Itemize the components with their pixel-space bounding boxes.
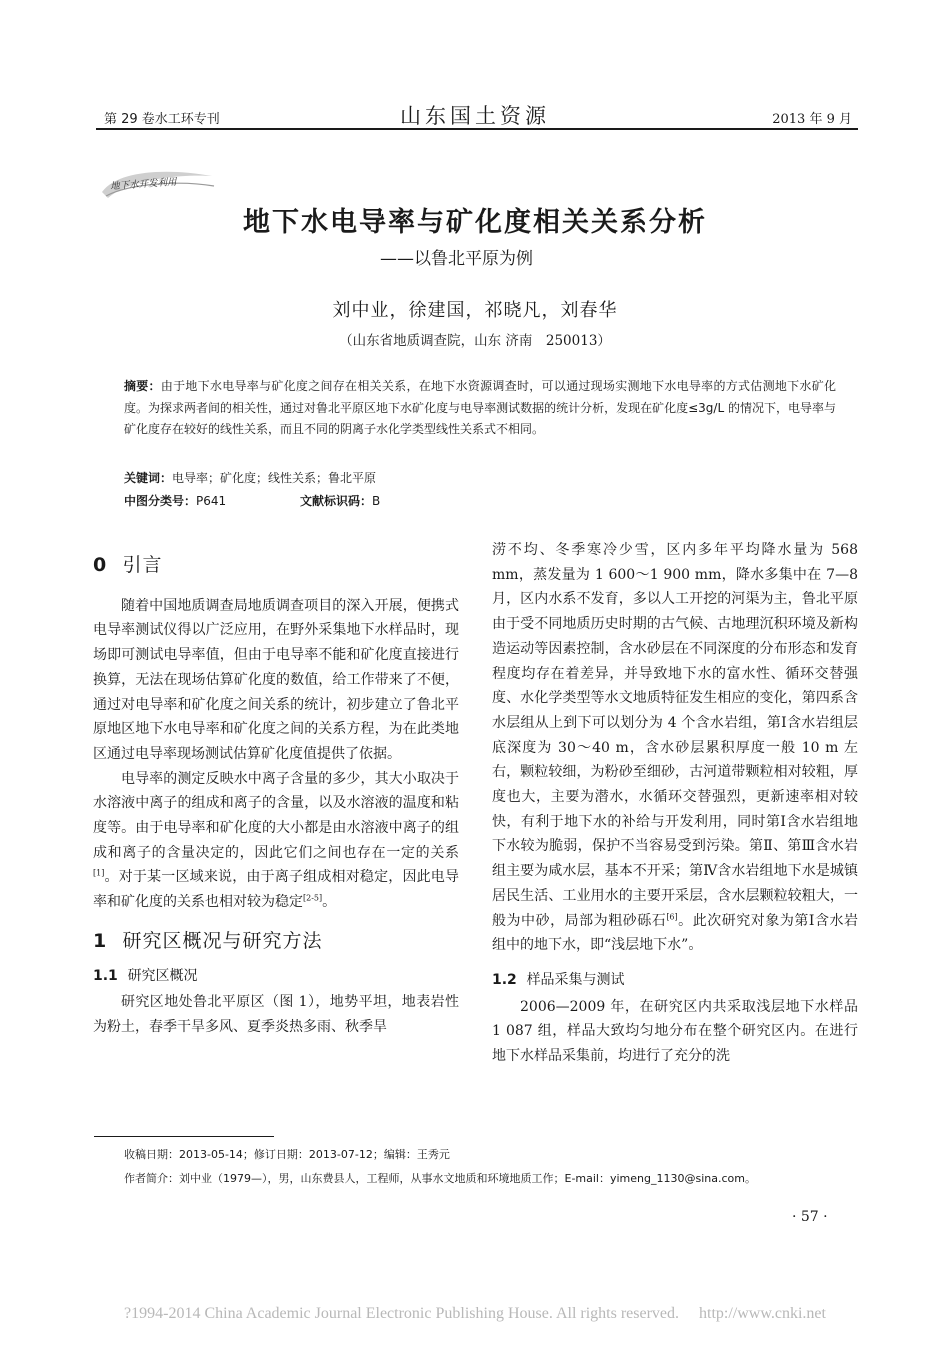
header-rule xyxy=(96,128,858,130)
intro-paragraph-1: 随着中国地质调查局地质调查项目的深入开展，便携式电导率测试仪得以广泛应用，在野外采集地下水样品时，现场即可测试电导率值，但由于电导率不能和矿化度直接进行换算，无法在现场估算矿化度的数值，给工作带来了不便，通过对电导率和矿化度之间关系的统计，初步建立了鲁北平原地区地下水电导率和矿化度之间的关系方程，为在此类地区通过电导率现场测试估算矿化度值提供了依据。 xyxy=(93,597,459,762)
section-1-1-title: 研究区概况 xyxy=(127,967,198,984)
clc-value: P641 xyxy=(196,494,227,508)
study-area-continued xyxy=(492,538,858,958)
citation-1: [1] xyxy=(93,868,105,878)
abstract-text: 由于地下水电导率与矿化度之间存在相关关系，在地下水资源调查时，可以通过现场实测地下水电导率的方式估测地下水矿化度。为探求两者间的相关性，通过对鲁北平原区地下水矿化度与电导率测试数据的统计分析，发现在矿化度≤3g/L 的情况下，电导率与矿化度存在较好的线性关系，而且不同的阴离子水化学类型线性关系式不相同。 xyxy=(124,379,836,436)
column-badge xyxy=(98,166,216,202)
affiliation: （山东省地质调查院，山东 济南 250013） xyxy=(339,333,611,349)
left-column xyxy=(93,553,459,1040)
section-1-2-heading xyxy=(492,968,858,993)
intro-paragraph-2 xyxy=(93,767,459,915)
study-area-p-a: 涝不均、冬季寒冷少雪，区内多年平均降水量为 568 mm，蒸发量为 1 600～1 900 mm，降水多集中在 7—8 月，区内水系不发育，多以人工开挖的河渠为主，鲁北平原由于受不同地质历史时期的古气候、古地理沉积环境及新构造运动等因素控制，含水砂层在不同深度的分布形态和发育程度均存在着差异，并导致地下水的富水性、循环交替强度、水化学类型等水文地质特征发生相应的变化，第四系含水层组从上到下可以划分为 4 个含水岩组，第Ⅰ含水岩组层底深度为 30～40 m，含水砂层累积厚度一般 10 m 左右，颗粒较细，为粉砂至细砂，古河道带颗粒相对较粗，厚度也大，主要为潜水，水循环交替强烈，更新速率相对较快，有利于地下水的补给与开发利用，同时第Ⅰ含水岩组地下水较为脆弱，保护不当容易受到污染。第Ⅱ、第Ⅲ含水岩组主要为咸水层，基本不开采；第Ⅳ含水岩组地下水是城镇居民生活、工业用水的主要开采层，含水层颗粒较粗大，一般为中砂，局部为粗砂砾石 xyxy=(492,542,858,929)
copyright-watermark: ?1994-2014 China Academic Journal Electronic Publishing House. All rights reserved. http://www.cnki.net xyxy=(124,1305,826,1322)
intro-p2-part-c: 。 xyxy=(322,894,337,911)
paper-subtitle: ——以鲁北平原为例 xyxy=(380,249,533,269)
study-area-p-b: 。此次研究对象为第Ⅰ含水岩组中的地下水，即“浅层地下水”。 xyxy=(492,912,859,954)
intro-p2-part-b: 。对于某一区域来说，由于离子组成相对稳定，因此电导率和矿化度的关系也相对较为稳定 xyxy=(93,869,459,911)
section-1-1-number: 1.1 xyxy=(93,967,118,984)
keywords xyxy=(124,469,376,486)
footnote-received: 收稿日期：2013-05-14；修订日期：2013-07-12；编辑：王秀元 xyxy=(124,1148,450,1161)
document-code xyxy=(300,492,380,509)
section-0-number: 0 xyxy=(93,554,108,576)
section-0-title: 引言 xyxy=(122,554,163,576)
doc-code-value: B xyxy=(372,494,381,508)
sampling-paragraph: 2006—2009 年，在研究区内共采取浅层地下水样品 1 087 组，样品大致均匀地分布在整个研究区内。在进行地下水样品采集前，均进行了充分的洗 xyxy=(492,998,858,1065)
paper-title: 地下水电导率与矿化度相关关系分析 xyxy=(243,207,707,238)
abstract xyxy=(124,376,836,441)
issue-date: 2013 年 9 月 xyxy=(772,112,852,127)
section-1-title: 研究区概况与研究方法 xyxy=(122,929,323,952)
keywords-text: 电导率；矿化度；线性关系；鲁北平原 xyxy=(172,471,377,485)
footnote-author-bio: 作者简介：刘中业（1979—），男，山东费县人，工程师，从事水文地质和环境地质工作；E-mail：yimeng_1130@sina.com。 xyxy=(124,1172,756,1185)
intro-p2-part-a: 电导率的测定反映水中离子含量的多少，其大小取决于水溶液中离子的组成和离子的含量，以及水溶液的温度和粘度等。由于电导率和矿化度的大小都是由水溶液中离子的组成和离子的含量决定的，因此它们之间也存在一定的关系 xyxy=(93,770,459,861)
clc-label: 中图分类号： xyxy=(124,494,197,508)
badge-label: 地下水开发利用 xyxy=(109,176,177,193)
section-0-heading xyxy=(93,553,459,578)
section-1-heading xyxy=(93,929,459,954)
keywords-label: 关键词： xyxy=(124,471,173,485)
citation-2: [2-5] xyxy=(303,893,323,903)
footnote-rule xyxy=(94,1136,274,1137)
doc-code-label: 文献标识码： xyxy=(300,494,373,508)
citation-3: [6] xyxy=(666,911,678,921)
section-1-number: 1 xyxy=(93,929,108,952)
abstract-label: 摘要： xyxy=(124,379,161,393)
page-number: · 57 · xyxy=(792,1209,828,1225)
right-column xyxy=(492,538,858,1069)
section-1-2-title: 样品采集与测试 xyxy=(526,971,625,988)
authors: 刘中业，徐建国，祁晓凡，刘春华 xyxy=(332,300,618,321)
clc-number xyxy=(124,492,226,509)
journal-title: 山东国土资源 xyxy=(400,104,550,128)
study-area-paragraph: 研究区地处鲁北平原区（图 1），地势平坦，地表岩性为粉土，春季干旱多风、夏季炎热多雨、秋季旱 xyxy=(93,994,459,1035)
section-1-1-heading xyxy=(93,964,459,989)
section-1-2-number: 1.2 xyxy=(492,971,517,988)
journal-volume: 第 29 卷水工环专刊 xyxy=(104,112,220,127)
